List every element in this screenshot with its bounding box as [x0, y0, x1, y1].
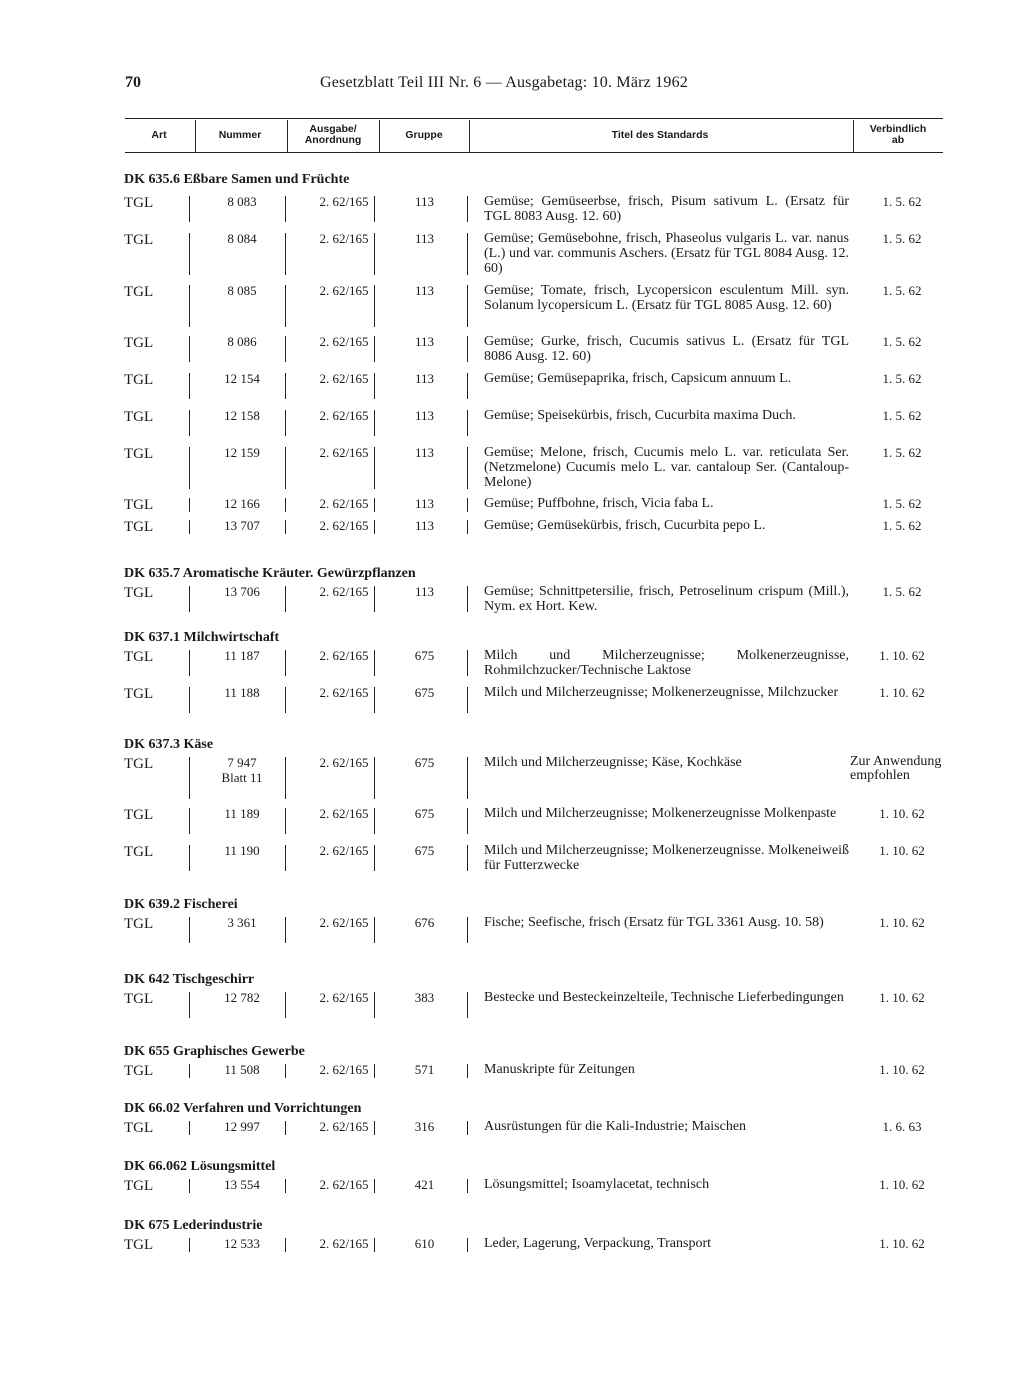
section: [122, 564, 952, 614]
row-art: TGL: [124, 1178, 154, 1194]
row-nummer: 13 554: [224, 1177, 260, 1192]
row-verbindlich: Zur Anwendung empfohlen: [850, 754, 942, 783]
section-title: DK 637.1 Milchwirtschaft: [124, 630, 280, 645]
section-title: DK 675 Lederindustrie: [124, 1218, 263, 1233]
column-header-art: Art: [151, 128, 167, 141]
row-gruppe: 676: [414, 915, 435, 930]
row-gruppe: 113: [414, 518, 435, 533]
table-row: [122, 648, 952, 678]
row-nummer: 11 190: [224, 843, 260, 858]
row-art: TGL: [124, 372, 154, 388]
row-titel: Leder, Lagerung, Verpackung, Transport: [484, 1236, 712, 1251]
row-art: TGL: [124, 1120, 154, 1136]
table-row: [122, 518, 952, 536]
table-row: [122, 1119, 952, 1137]
row-gruppe: 113: [414, 584, 435, 599]
row-gruppe: 675: [414, 648, 435, 663]
table-row: [122, 231, 952, 277]
table-row: [122, 1062, 952, 1080]
row-verbindlich: 1. 10. 62: [879, 685, 925, 700]
row-titel: Gemüse; Gemüsepaprika, frisch, Capsicum annuum L.: [484, 371, 792, 386]
row-ausgabe: 2. 62/165: [319, 231, 369, 246]
row-titel: Gemüse; Melone, frisch, Cucumis melo L. var. reticulata Ser. (Netzmelone) Cucumis melo L. var. cantaloup Ser. (Cantaloup-Melone): [484, 445, 849, 490]
table-row: [122, 334, 952, 364]
row-verbindlich: 1. 5. 62: [882, 334, 922, 349]
table-row: [122, 843, 952, 873]
row-gruppe: 675: [414, 685, 435, 700]
row-gruppe: 113: [414, 283, 435, 298]
row-titel: Gemüse; Gemüsekürbis, frisch, Cucurbita pepo L.: [484, 518, 766, 533]
row-ausgabe: 2. 62/165: [319, 334, 369, 349]
column-header-ausgabe: Ausgabe/ Anordnung: [304, 123, 362, 146]
row-verbindlich: 1. 10. 62: [879, 1177, 925, 1192]
row-titel: Lösungsmittel; Isoamylacetat, technisch: [484, 1177, 710, 1192]
row-verbindlich: 1. 5. 62: [882, 408, 922, 423]
row-verbindlich: 1. 5. 62: [882, 584, 922, 599]
row-verbindlich: 1. 5. 62: [882, 194, 922, 209]
section-title: DK 66.02 Verfahren und Vorrichtungen: [124, 1101, 362, 1116]
row-art: TGL: [124, 1237, 154, 1253]
row-verbindlich: 1. 5. 62: [882, 518, 922, 533]
row-ausgabe: 2. 62/165: [319, 194, 369, 209]
row-verbindlich: 1. 5. 62: [882, 496, 922, 511]
row-nummer: 11 187: [224, 648, 260, 663]
row-art: TGL: [124, 1063, 154, 1079]
row-nummer: 8 085: [227, 283, 257, 298]
row-titel: Gemüse; Tomate, frisch, Lycopersicon esculentum Mill. syn. Solanum lycopersicum L. (Ersatz für TGL 8085 Ausg. 12. 60): [484, 283, 849, 313]
row-nummer: 12 997: [224, 1119, 260, 1134]
row-art: TGL: [124, 284, 154, 300]
row-gruppe: 421: [414, 1177, 435, 1192]
row-titel: Gemüse; Schnittpetersilie, frisch, Petroselinum crispum (Mill.), Nym. ex Hort. Kew.: [484, 584, 849, 614]
section: [122, 1099, 952, 1136]
row-nummer: 12 154: [224, 371, 260, 386]
column-header-gruppe: Gruppe: [405, 128, 443, 141]
row-nummer: 12 533: [224, 1236, 260, 1251]
row-titel: Manuskripte für Zeitungen: [484, 1062, 635, 1077]
row-verbindlich: 1. 10. 62: [879, 990, 925, 1005]
row-ausgabe: 2. 62/165: [319, 496, 369, 511]
row-art: TGL: [124, 519, 154, 535]
row-ausgabe: 2. 62/165: [319, 283, 369, 298]
section: [122, 1216, 952, 1253]
table-header: [125, 118, 943, 154]
table-row: [122, 990, 952, 1020]
section-title: DK 635.6 Eßbare Samen und Früchte: [124, 172, 350, 187]
row-verbindlich: 1. 10. 62: [879, 843, 925, 858]
row-titel: Gemüse; Gurke, frisch, Cucumis sativus L. (Ersatz für TGL 8086 Ausg. 12. 60): [484, 334, 849, 364]
row-verbindlich: 1. 10. 62: [879, 1062, 925, 1077]
row-art: TGL: [124, 585, 154, 601]
table-row: [122, 755, 952, 801]
row-ausgabe: 2. 62/165: [319, 685, 369, 700]
row-art: TGL: [124, 497, 154, 513]
row-art: TGL: [124, 195, 154, 211]
row-titel: Milch und Milcherzeugnisse; Käse, Kochkäse: [484, 755, 742, 770]
section: [122, 1157, 952, 1194]
row-ausgabe: 2. 62/165: [319, 648, 369, 663]
row-nummer: 7 947: [227, 755, 257, 770]
section: [122, 170, 952, 535]
table-row: [122, 445, 952, 491]
row-titel: Gemüse; Gemüseerbse, frisch, Pisum sativum L. (Ersatz für TGL 8083 Ausg. 12. 60): [484, 194, 849, 224]
row-gruppe: 675: [414, 755, 435, 770]
row-ausgabe: 2. 62/165: [319, 1177, 369, 1192]
table-row: [122, 194, 952, 224]
column-header-titel: Titel des Standards: [611, 128, 709, 141]
row-nummer-blatt: Blatt 11: [221, 770, 263, 785]
row-art: TGL: [124, 756, 154, 772]
row-ausgabe: 2. 62/165: [319, 1062, 369, 1077]
section-title: DK 655 Graphisches Gewerbe: [124, 1044, 305, 1059]
row-gruppe: 675: [414, 806, 435, 821]
row-titel: Ausrüstungen für die Kali-Industrie; Maischen: [484, 1119, 747, 1134]
row-ausgabe: 2. 62/165: [319, 806, 369, 821]
row-titel: Bestecke und Besteckeinzelteile, Technische Lieferbedingungen: [484, 990, 844, 1005]
row-nummer: 12 166: [224, 496, 260, 511]
row-titel: Gemüse; Gemüsebohne, frisch, Phaseolus vulgaris L. var. nanus (L.) und var. communis Aschers. (Ersatz für TGL 8084 Ausg. 12. 60): [484, 231, 849, 276]
row-verbindlich: 1. 10. 62: [879, 1236, 925, 1251]
column-header-nummer: Nummer: [218, 128, 262, 141]
row-gruppe: 113: [414, 231, 435, 246]
row-ausgabe: 2. 62/165: [319, 1119, 369, 1134]
row-nummer: 8 084: [227, 231, 257, 246]
row-nummer: 3 361: [227, 915, 257, 930]
row-nummer: 8 086: [227, 334, 257, 349]
column-header-verbindlich: Verbindlich ab: [869, 123, 927, 146]
row-nummer: 11 189: [224, 806, 260, 821]
row-gruppe: 610: [414, 1236, 435, 1251]
table-row: [122, 496, 952, 514]
row-ausgabe: 2. 62/165: [319, 445, 369, 460]
row-verbindlich: 1. 10. 62: [879, 915, 925, 930]
row-titel: Milch und Milcherzeugnisse; Molkenerzeugnisse. Molkeneiweiß für Futterzwecke: [484, 843, 849, 873]
row-titel: Milch und Milcherzeugnisse; Molkenerzeugnisse Molkenpaste: [484, 806, 837, 821]
section-title: DK 639.2 Fischerei: [124, 897, 238, 912]
table-row: [122, 915, 952, 945]
row-ausgabe: 2. 62/165: [319, 518, 369, 533]
row-gruppe: 113: [414, 496, 435, 511]
row-nummer: 12 782: [224, 990, 260, 1005]
row-art: TGL: [124, 649, 154, 665]
row-ausgabe: 2. 62/165: [319, 755, 369, 770]
row-gruppe: 571: [414, 1062, 435, 1077]
section: [122, 970, 952, 1007]
row-art: TGL: [124, 409, 154, 425]
row-ausgabe: 2. 62/165: [319, 915, 369, 930]
row-art: TGL: [124, 686, 154, 702]
row-art: TGL: [124, 991, 154, 1007]
row-gruppe: 113: [414, 408, 435, 423]
row-ausgabe: 2. 62/165: [319, 584, 369, 599]
row-titel: Fische; Seefische, frisch (Ersatz für TGL 3361 Ausg. 10. 58): [484, 915, 824, 930]
section: [122, 628, 952, 702]
row-verbindlich: 1. 5. 62: [882, 231, 922, 246]
table-row: [122, 806, 952, 836]
table-row: [122, 1236, 952, 1254]
page-number: 70: [125, 74, 141, 91]
row-titel: Milch und Milcherzeugnisse; Molkenerzeugnisse, Rohmilchzucker/Technische Laktose: [484, 648, 849, 678]
row-nummer: 12 158: [224, 408, 260, 423]
row-titel: Gemüse; Speisekürbis, frisch, Cucurbita maxima Duch.: [484, 408, 796, 423]
row-ausgabe: 2. 62/165: [319, 371, 369, 386]
row-art: TGL: [124, 335, 154, 351]
row-nummer: 13 707: [224, 518, 260, 533]
section: [122, 735, 952, 873]
row-verbindlich: 1. 5. 62: [882, 283, 922, 298]
row-gruppe: 383: [414, 990, 435, 1005]
table-row: [122, 371, 952, 401]
row-ausgabe: 2. 62/165: [319, 1236, 369, 1251]
row-ausgabe: 2. 62/165: [319, 408, 369, 423]
row-gruppe: 113: [414, 445, 435, 460]
row-gruppe: 316: [414, 1119, 435, 1134]
row-verbindlich: 1. 5. 62: [882, 445, 922, 460]
row-titel: Gemüse; Puffbohne, frisch, Vicia faba L.: [484, 496, 714, 511]
section: [122, 895, 952, 932]
row-verbindlich: 1. 10. 62: [879, 648, 925, 663]
row-verbindlich: 1. 5. 62: [882, 371, 922, 386]
row-ausgabe: 2. 62/165: [319, 843, 369, 858]
row-art: TGL: [124, 446, 154, 462]
row-gruppe: 113: [414, 371, 435, 386]
table-row: [122, 584, 952, 614]
row-verbindlich: 1. 10. 62: [879, 806, 925, 821]
page-title: Gesetzblatt Teil III Nr. 6 — Ausgabetag: 10. März 1962: [320, 74, 688, 91]
row-nummer: 8 083: [227, 194, 257, 209]
row-nummer: 12 159: [224, 445, 260, 460]
row-art: TGL: [124, 844, 154, 860]
section-title: DK 642 Tischgeschirr: [124, 972, 255, 987]
row-gruppe: 113: [414, 334, 435, 349]
section-title: DK 635.7 Aromatische Kräuter. Gewürzpflanzen: [124, 566, 416, 581]
row-art: TGL: [124, 916, 154, 932]
row-titel: Milch und Milcherzeugnisse; Molkenerzeugnisse, Milchzucker: [484, 685, 839, 700]
row-nummer: 13 706: [224, 584, 260, 599]
table-row: [122, 283, 952, 329]
row-art: TGL: [124, 807, 154, 823]
table-row: [122, 685, 952, 715]
row-gruppe: 675: [414, 843, 435, 858]
section: [122, 1042, 952, 1079]
row-nummer: 11 508: [224, 1062, 260, 1077]
row-nummer: 11 188: [224, 685, 260, 700]
table-row: [122, 408, 952, 438]
row-ausgabe: 2. 62/165: [319, 990, 369, 1005]
row-gruppe: 113: [414, 194, 435, 209]
section-title: DK 637.3 Käse: [124, 737, 214, 752]
section-title: DK 66.062 Lösungsmittel: [124, 1159, 276, 1174]
row-art: TGL: [124, 232, 154, 248]
table-row: [122, 1177, 952, 1195]
row-verbindlich: 1. 6. 63: [882, 1119, 922, 1134]
